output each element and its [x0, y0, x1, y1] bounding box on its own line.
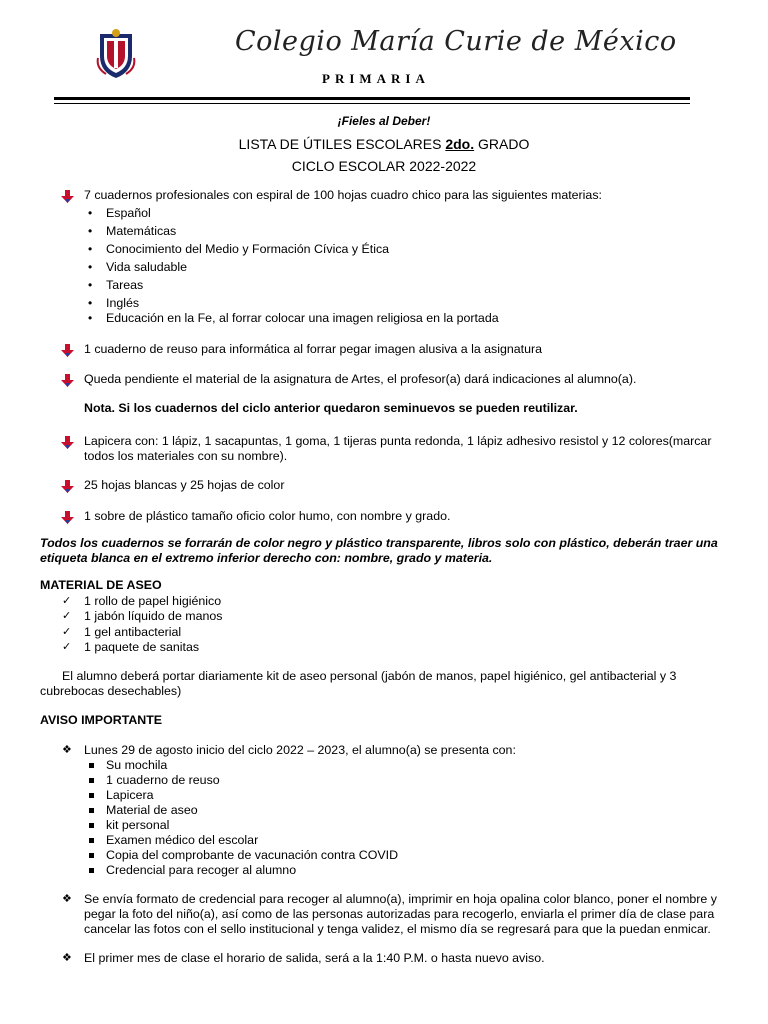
hygiene-item: 1 paquete de sanitas: [84, 640, 200, 654]
schedule-item: El primer mes de clase el horario de salida, será a la 1:40 P.M. o hasta nuevo aviso.: [84, 951, 545, 965]
diamond-bullet-icon: ❖: [62, 744, 72, 756]
bullet-icon: •: [88, 311, 93, 325]
square-bullet-icon: [89, 868, 94, 873]
subject-item: Vida saludable: [106, 260, 188, 274]
arrow-bullet-icon: [61, 480, 74, 493]
square-bullet-icon: [89, 778, 94, 783]
header-divider-thin: [54, 103, 690, 104]
square-bullet-icon: [89, 838, 94, 843]
hygiene-item: 1 jabón líquido de manos: [84, 609, 223, 623]
arrow-bullet-icon: [61, 511, 74, 524]
square-bullet-icon: [89, 808, 94, 813]
bullet-icon: •: [88, 278, 93, 292]
school-crest-logo: [96, 28, 136, 80]
check-icon: ✓: [62, 610, 72, 622]
subject-item: Inglés: [106, 296, 140, 310]
hygiene-item: 1 rollo de papel higiénico: [84, 594, 222, 608]
hygiene-item: 1 gel antibacterial: [84, 625, 182, 639]
start-item: Copia del comprobante de vacunación contra COVID: [106, 848, 399, 862]
subject-item: Educación en la Fe, al forrar colocar una imagen religiosa en la portada: [106, 311, 499, 325]
start-item: Credencial para recoger al alumno: [106, 863, 297, 877]
notice-heading: AVISO IMPORTANTE: [40, 713, 163, 727]
start-item: Material de aseo: [106, 803, 198, 817]
envelope-item: 1 sobre de plástico tamaño oficio color humo, con nombre y grado.: [84, 509, 451, 523]
bullet-icon: •: [88, 242, 93, 256]
start-item: Examen médico del escolar: [106, 833, 259, 847]
arrow-bullet-icon: [61, 190, 74, 203]
square-bullet-icon: [89, 793, 94, 798]
square-bullet-icon: [89, 823, 94, 828]
notebooks-item: 7 cuadernos profesionales con espiral de 100 hojas cuadro chico para las siguientes materias:: [84, 188, 602, 202]
start-of-cycle-item: Lunes 29 de agosto inicio del ciclo 2022 – 2023, el alumno(a) se presenta con:: [84, 743, 516, 757]
check-icon: ✓: [62, 626, 72, 638]
start-item: Lapicera: [106, 788, 154, 802]
arrow-bullet-icon: [61, 436, 74, 449]
reuse-notebook-item: 1 cuaderno de reuso para informática al forrar pegar imagen alusiva a la asignatura: [84, 342, 543, 356]
bullet-icon: •: [88, 260, 93, 274]
list-title: LISTA DE ÚTILES ESCOLARES 2do. GRADO: [238, 136, 530, 152]
check-icon: ✓: [62, 641, 72, 653]
arrow-bullet-icon: [61, 344, 74, 357]
bullet-icon: •: [88, 224, 93, 238]
subject-item: Español: [106, 206, 151, 220]
hygiene-kit-note-continued: cubrebocas desechables): [40, 684, 182, 698]
hygiene-kit-note: El alumno deberá portar diariamente kit de aseo personal (jabón de manos, papel higiénico, gel antibacterial y 3: [62, 669, 677, 683]
hygiene-heading: MATERIAL DE ASEO: [40, 578, 162, 592]
diamond-bullet-icon: ❖: [62, 952, 72, 964]
sheets-item: 25 hojas blancas y 25 hojas de color: [84, 478, 285, 492]
pencil-case-item-continued: todos los materiales con su nombre).: [84, 449, 288, 463]
school-motto: ¡Fieles al Deber!: [337, 114, 431, 128]
credential-item-continued: cancelar las fotos con el sello institucional y tenga validez, el mismo día se regresará para que la puedan enmicar.: [84, 922, 711, 936]
start-item: Su mochila: [106, 758, 168, 772]
arts-pending-item: Queda pendiente el material de la asignatura de Artes, el profesor(a) dará indicaciones al alumno(a).: [84, 372, 637, 386]
diamond-bullet-icon: ❖: [62, 893, 72, 905]
bullet-icon: •: [88, 206, 93, 220]
credential-item: Se envía formato de credencial para recoger al alumno(a), imprimir en hoja opalina color blanco, poner el nombre y: [84, 892, 717, 906]
covering-instructions: Todos los cuadernos se forrarán de color negro y plástico transparente, libros solo con plástico, deberán traer una: [40, 536, 718, 550]
school-name: Colegio María Curie de México: [235, 26, 677, 57]
subject-item: Matemáticas: [106, 224, 177, 238]
school-level: PRIMARIA: [322, 71, 430, 86]
square-bullet-icon: [89, 853, 94, 858]
subject-item: Conocimiento del Medio y Formación Cívica y Ética: [106, 242, 390, 256]
header-divider-thick: [54, 97, 690, 100]
start-item: 1 cuaderno de reuso: [106, 773, 220, 787]
bullet-icon: •: [88, 296, 93, 310]
square-bullet-icon: [89, 763, 94, 768]
subject-item: Tareas: [106, 278, 144, 292]
start-item: kit personal: [106, 818, 170, 832]
credential-item-continued: pegar la foto del niño(a), así como de las personas autorizadas para recogerlo, enviarla el primer día de clase para: [84, 907, 715, 921]
arrow-bullet-icon: [61, 374, 74, 387]
school-cycle: CICLO ESCOLAR 2022-2022: [291, 158, 477, 174]
pencil-case-item: Lapicera con: 1 lápiz, 1 sacapuntas, 1 goma, 1 tijeras punta redonda, 1 lápiz adhesivo resistol y 12 colores(marcar: [84, 434, 712, 448]
check-icon: ✓: [62, 595, 72, 607]
covering-instructions-continued: etiqueta blanca en el extremo inferior derecho con: nombre, grado y materia.: [40, 551, 493, 565]
reuse-note: Nota. Si los cuadernos del ciclo anterior quedaron seminuevos se pueden reutilizar.: [84, 401, 578, 415]
